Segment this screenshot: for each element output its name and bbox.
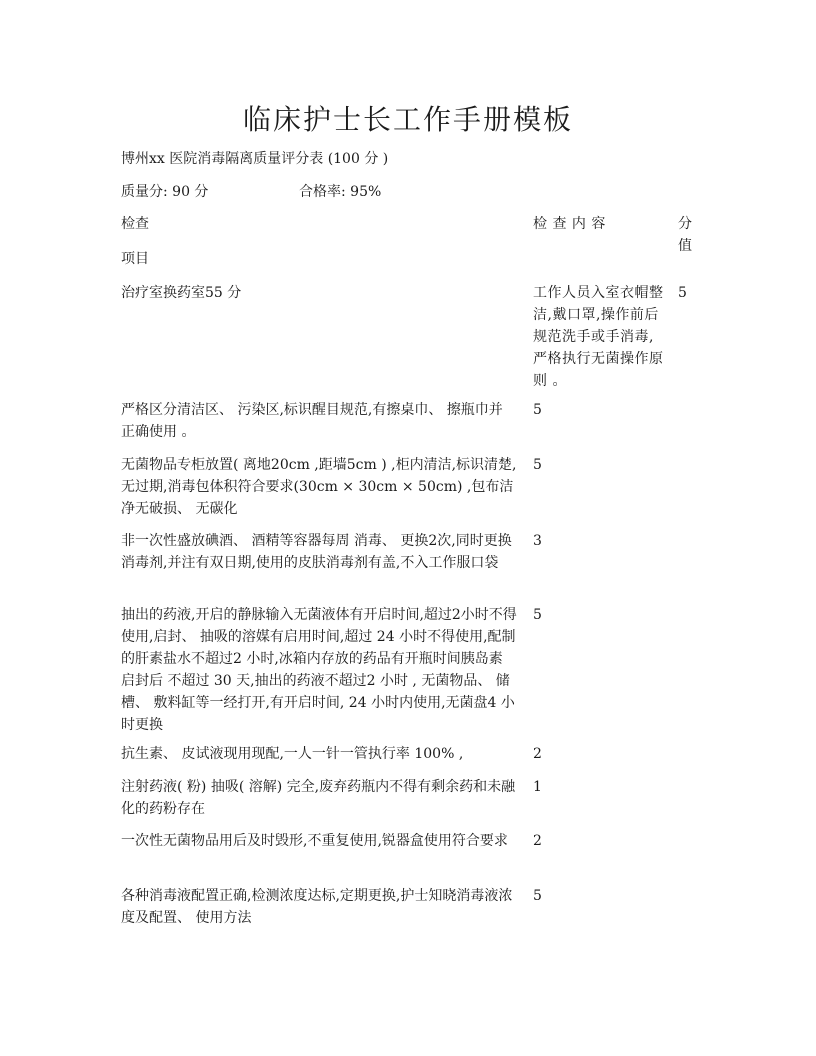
quality-score: 质量分: 90 分	[121, 184, 209, 200]
table-row-item: 无菌物品专柜放置( 离地20cm ,距墙5cm ) ,柜内清洁,标识清楚,无过期,消毒包体积符合要求(30cm × 30cm × 50cm) ,包布洁净无破损、 无碳化	[121, 457, 517, 517]
header-content: 检 查 内 容	[533, 216, 606, 232]
subtitle: 博州xx 医院消毒隔离质量评分表 (100 分 )	[121, 151, 389, 167]
table-row-score: 5	[533, 402, 542, 418]
header-item-line1: 检查	[121, 216, 149, 232]
page-title: 临床护士长工作手册模板	[242, 103, 573, 136]
table-row-item: 注射药液( 粉) 抽吸( 溶解) 完全,废弃药瓶内不得有剩余药和未融化的药粉存在	[121, 779, 516, 817]
table-row-item: 非一次性盛放碘酒、 酒精等容器每周 消毒、 更换2次,同时更换消毒剂,并注有双日期,使用的皮肤消毒剂有盖,不入工作服口袋	[121, 533, 512, 571]
table-row-score: 2	[533, 833, 542, 849]
table-row-score: 1	[533, 779, 542, 795]
header-item-line2: 项目	[121, 251, 149, 267]
header-score: 分值	[678, 216, 692, 254]
table-row-item: 各种消毒液配置正确,检测浓度达标,定期更换,护士知晓消毒液浓度及配置、 使用方法	[121, 888, 513, 926]
table-row-item: 抽出的药液,开启的静脉输入无菌液体有开启时间,超过2小时不得使用,启封、 抽吸的溶媒有启用时间,超过 24 小时不得使用,配制的肝素盐水不超过2 小时,冰箱内存放的药品有开瓶时间胰岛素 启封后 不超过 30 天,抽出的药液不超过2 小时 , 无菌物品、 储槽、 敷料缸等一经打开,有开启时间, 24 小时内使用,无菌盘4 小时更换	[121, 607, 517, 733]
table-row-score: 5	[678, 285, 687, 301]
table-row-item: 严格区分清洁区、 污染区,标识醒目规范,有擦桌巾、 擦瓶巾并 正确使用 。	[121, 402, 503, 440]
pass-rate: 合格率: 95%	[299, 184, 382, 200]
table-row-score: 5	[533, 888, 542, 904]
table-row-score: 5	[533, 607, 542, 623]
table-row-score: 2	[533, 746, 542, 762]
table-row-item: 一次性无菌物品用后及时毁形,不重复使用,锐器盒使用符合要求	[121, 833, 508, 849]
table-row-score: 5	[533, 457, 542, 473]
table-row-item: 抗生素、 皮试液现用现配,一人一针一管执行率 100% ,	[121, 746, 464, 762]
table-row-score: 3	[533, 533, 542, 549]
table-row-content: 工作人员入室衣帽整洁,戴口罩,操作前后规范洗手或手消毒,严格执行无菌操作原则 。	[533, 285, 664, 389]
table-row-item: 治疗室换药室55 分	[121, 285, 242, 301]
